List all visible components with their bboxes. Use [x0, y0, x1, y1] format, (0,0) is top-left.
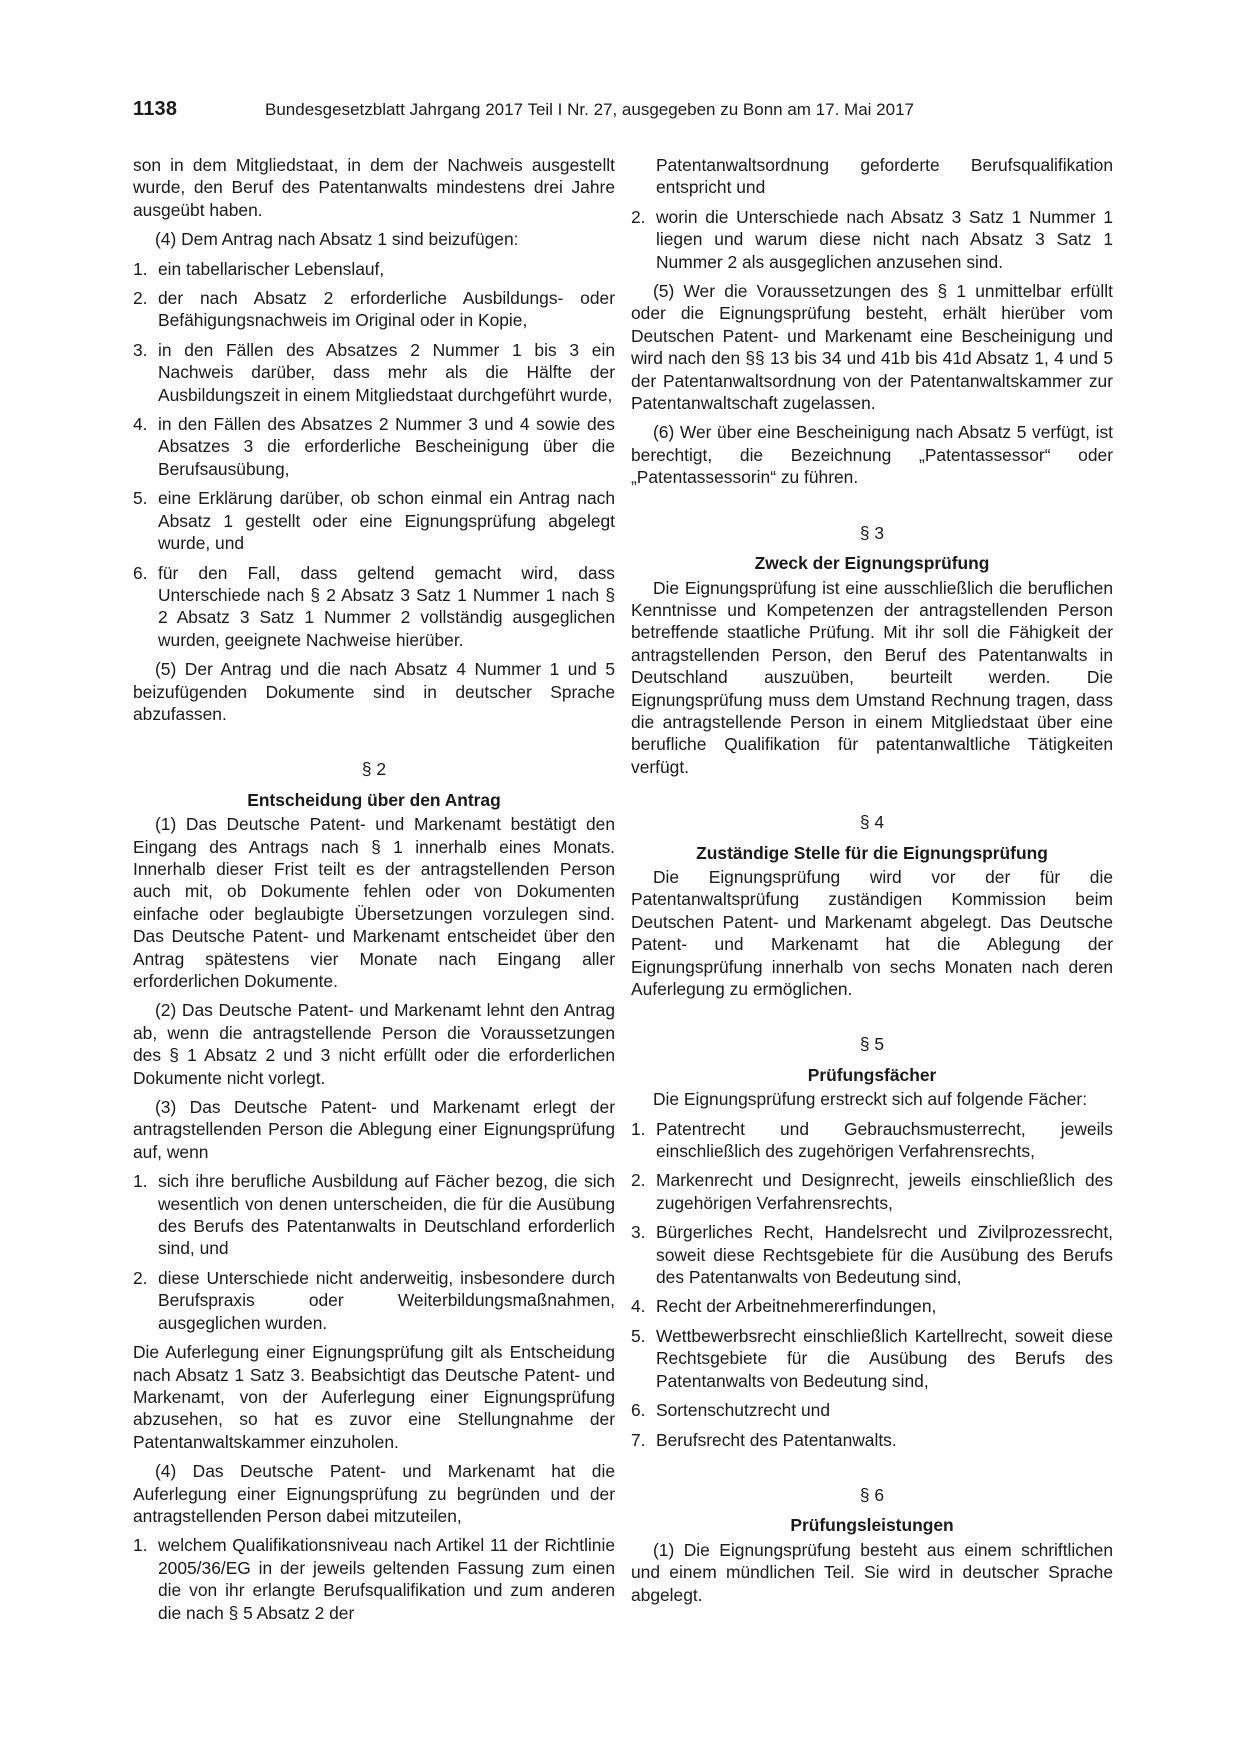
- list-number: 6.: [133, 562, 148, 583]
- list-text: Markenrecht und Designrecht, jeweils einschließlich des zugehörigen Verfahrensrechts,: [656, 1170, 1113, 1213]
- section-number: § 5: [859, 1034, 885, 1055]
- section-number: § 3: [859, 522, 885, 543]
- right-column: [631, 154, 1113, 1613]
- list-text: diese Unterschiede nicht anderweitig, insbesondere durch Berufspraxis oder Weiterbildungsmaßnahmen, ausgeglichen wurden.: [158, 1267, 615, 1333]
- list-number: 1.: [133, 1171, 148, 1192]
- paragraph: (4) Das Deutsche Patent- und Markenamt hat die Auferlegung einer Eignungsprüfung zu begründen und der antragstellenden Person dabei mitzuteilen,: [133, 1461, 615, 1526]
- list-text: Patentanwaltsordnung geforderte Berufsqualifikation entspricht und: [656, 155, 1113, 198]
- list-item: [133, 287, 615, 332]
- gazette-header-title: Bundesgesetzblatt Jahrgang 2017 Teil I Nr. 27, ausgegeben zu Bonn am 17. Mai 2017: [265, 100, 914, 119]
- list-text: Wettbewerbsrecht einschließlich Kartellrecht, soweit diese Rechtsgebiete für die Ausübung des Berufs des Patentanwalts von Bedeutung sind,: [656, 1325, 1113, 1391]
- list-number: 5.: [133, 488, 148, 509]
- list-text: für den Fall, dass geltend gemacht wird, dass Unterschiede nach § 2 Absatz 3 Satz 1 Nummer 1 nach § 2 Absatz 3 Satz 1 Nummer 2 vollständig ausgeglichen wurden, geeignete Nachweise hierüber.: [158, 562, 615, 650]
- list-number: 4.: [133, 414, 148, 435]
- section-title: Prüfungsfächer: [807, 1064, 937, 1085]
- list-number: 7.: [631, 1429, 646, 1450]
- list-text: in den Fällen des Absatzes 2 Nummer 3 und 4 sowie des Absatzes 3 die erforderliche Bescheinigung über die Berufsausübung,: [158, 414, 615, 479]
- left-column: [133, 154, 615, 1631]
- paragraph: Die Eignungsprüfung erstreckt sich auf folgende Fächer:: [653, 1089, 1088, 1110]
- list-number: 4.: [631, 1296, 646, 1317]
- list-item: [631, 1325, 1113, 1392]
- paragraph: (5) Wer die Voraussetzungen des § 1 unmittelbar erfüllt oder die Eignungsprüfung besteht, erhält hierüber vom Deutschen Patent- und Markenamt eine Bescheinigung und wird nach den §§ 13 bis 34 und 41b bis 41d Absatz 1, 4 und 5 der Patentanwaltsordnung von der Patentanwaltskammer zur Patentanwaltschaft zugelassen.: [631, 281, 1113, 414]
- page-number: 1138: [133, 98, 178, 120]
- paragraph: Die Eignungsprüfung wird vor der für die Patentanwaltsprüfung zuständigen Kommission beim Deutschen Patent- und Markenamt abgelegt. Das Deutsche Patent- und Markenamt hat die Ablegung der Eignungsprüfung innerhalb von sechs Monaten nach deren Auferlegung zu ermöglichen.: [631, 866, 1113, 999]
- list-item: [133, 413, 615, 480]
- list-item: [133, 487, 615, 554]
- list-item: [631, 1221, 1113, 1288]
- list-item: [631, 1169, 1113, 1214]
- paragraph-4-intro: (4) Dem Antrag nach Absatz 1 sind beizufügen:: [155, 229, 519, 250]
- list-item: [133, 1267, 615, 1334]
- list-text: Berufsrecht des Patentanwalts.: [656, 1429, 897, 1450]
- section-number: § 6: [859, 1484, 885, 1505]
- list-text: worin die Unterschiede nach Absatz 3 Satz 1 Nummer 1 liegen und warum diese nicht nach Absatz 3 Satz 1 Nummer 2 als ausgeglichen anzusehen sind.: [656, 206, 1113, 272]
- paragraph: Die Eignungsprüfung ist eine ausschließlich die beruflichen Kenntnisse und Kompetenzen der antragstellenden Person betreffende staatliche Prüfung. Mit ihr soll die Fähigkeit der antragstellenden Person, den Beruf des Patentanwalts in Deutschland auszuüben, beurteilt werden. Die Eignungsprüfung muss dem Umstand Rechnung tragen, dass die antragstellende Person in einem Mitgliedstaat über eine berufliche Qualifikation für patentanwaltliche Tätigkeiten verfügt.: [631, 577, 1113, 777]
- list-item: [631, 206, 1113, 273]
- list-item: [631, 1118, 1113, 1163]
- paragraph: (1) Die Eignungsprüfung besteht aus einem schriftlichen und einem mündlichen Teil. Sie wird in deutscher Sprache abgelegt.: [631, 1539, 1113, 1605]
- page-header: [133, 98, 1113, 128]
- list-text: sich ihre berufliche Ausbildung auf Fächer bezog, die sich wesentlich von denen unterscheiden, die für die Ausübung des Berufs des Patentanwalts in Deutschland erforderlich sind, und: [158, 1171, 615, 1259]
- list-number: 2.: [133, 288, 148, 309]
- list-item: [631, 1295, 1113, 1317]
- list-number: 5.: [631, 1325, 646, 1346]
- paragraph-continuation: son in dem Mitgliedstaat, in dem der Nachweis ausgestellt wurde, den Beruf des Patentanwalts mindestens drei Jahre ausgeübt haben.: [133, 155, 615, 220]
- paragraph: Die Auferlegung einer Eignungsprüfung gilt als Entscheidung nach Absatz 1 Satz 3. Beabsichtigt das Deutsche Patent- und Markenamt, von der Auferlegung einer Eignungsprüfung abzusehen, so hat es zuvor eine Stellungnahme der Patentanwaltskammer einzuholen.: [133, 1342, 615, 1452]
- list-number: 3.: [133, 339, 148, 360]
- list-text: Recht der Arbeitnehmererfindungen,: [656, 1296, 937, 1317]
- list-item: [133, 1170, 615, 1260]
- list-number: 2.: [133, 1267, 148, 1288]
- section-number: § 2: [361, 759, 387, 780]
- list-item: [631, 1429, 1113, 1451]
- list-number: 6.: [631, 1400, 646, 1421]
- list-text: Patentrecht und Gebrauchsmusterrecht, jeweils einschließlich des zugehörigen Verfahrensrechts,: [656, 1118, 1113, 1162]
- section-title: Zuständige Stelle für die Eignungsprüfung: [696, 842, 1048, 863]
- paragraph: (6) Wer über eine Bescheinigung nach Absatz 5 verfügt, ist berechtigt, die Bezeichnung „Patentassessor“ oder „Patentassessorin“ zu führen.: [631, 422, 1113, 488]
- list-text: ein tabellarischer Lebenslauf,: [158, 258, 385, 279]
- list-text: Bürgerliches Recht, Handelsrecht und Zivilprozessrecht, soweit diese Rechtsgebiete für die Ausübung des Berufs des Patentanwalts von Bedeutung sind,: [656, 1222, 1113, 1288]
- list-text: in den Fällen des Absatzes 2 Nummer 1 bis 3 ein Nachweis darüber, dass mehr als die Hälfte der Ausbildungszeit in einem Mitgliedstaat durchgeführt wurde,: [158, 339, 615, 405]
- section-title: Prüfungsleistungen: [790, 1515, 954, 1536]
- section-number: § 4: [859, 812, 885, 833]
- list-text: eine Erklärung darüber, ob schon einmal ein Antrag nach Absatz 1 gestellt oder eine Eignungsprüfung abgelegt wurde, und: [158, 488, 615, 554]
- list-text: welchem Qualifikationsniveau nach Artikel 11 der Richtlinie 2005/36/EG in der jeweils geltenden Fassung zum einen die von ihr erlangte Berufsqualifikation und zum anderen die nach § 5 Absatz 2 der: [158, 1535, 615, 1623]
- list-number: 2.: [631, 1170, 646, 1191]
- list-number: 1.: [631, 1118, 646, 1139]
- list-item: [631, 1399, 1113, 1421]
- paragraph: (1) Das Deutsche Patent- und Markenamt bestätigt den Eingang des Antrags nach § 1 innerhalb eines Monats. Innerhalb dieser Frist teilt es der antragstellenden Person auch mit, ob Dokumente fehlen oder von Dokumenten einfache oder beglaubigte Übersetzungen vorzulegen sind. Das Deutsche Patent- und Markenamt entscheidet über den Antrag spätestens vier Monate nach Eingang aller erforderlichen Dokumente.: [133, 814, 615, 991]
- paragraph: (2) Das Deutsche Patent- und Markenamt lehnt den Antrag ab, wenn die antragstellende Person die Voraussetzungen des § 1 Absatz 2 und 3 nicht erfüllt oder die erforderlichen Dokumente nicht vorlegt.: [133, 1000, 615, 1088]
- list-item: [133, 339, 615, 406]
- list-number: 3.: [631, 1222, 646, 1243]
- list-item-continuation: [631, 154, 1113, 199]
- list-item: [133, 1534, 615, 1624]
- paragraph-5: (5) Der Antrag und die nach Absatz 4 Nummer 1 und 5 beizufügenden Dokumente sind in deutscher Sprache abzufassen.: [133, 659, 615, 724]
- list-text: der nach Absatz 2 erforderliche Ausbildungs- oder Befähigungsnachweis im Original oder in Kopie,: [158, 288, 615, 331]
- list-number: 1.: [133, 258, 148, 279]
- section-title: Entscheidung über den Antrag: [247, 789, 501, 810]
- list-item: [133, 258, 615, 280]
- paragraph: (3) Das Deutsche Patent- und Markenamt erlegt der antragstellenden Person die Ablegung einer Eignungsprüfung auf, wenn: [133, 1097, 615, 1162]
- list-number: 2.: [631, 206, 646, 227]
- list-item: [133, 562, 615, 652]
- list-number: 1.: [133, 1535, 148, 1556]
- list-text: Sortenschutzrecht und: [656, 1400, 831, 1421]
- section-title: Zweck der Eignungsprüfung: [754, 553, 990, 574]
